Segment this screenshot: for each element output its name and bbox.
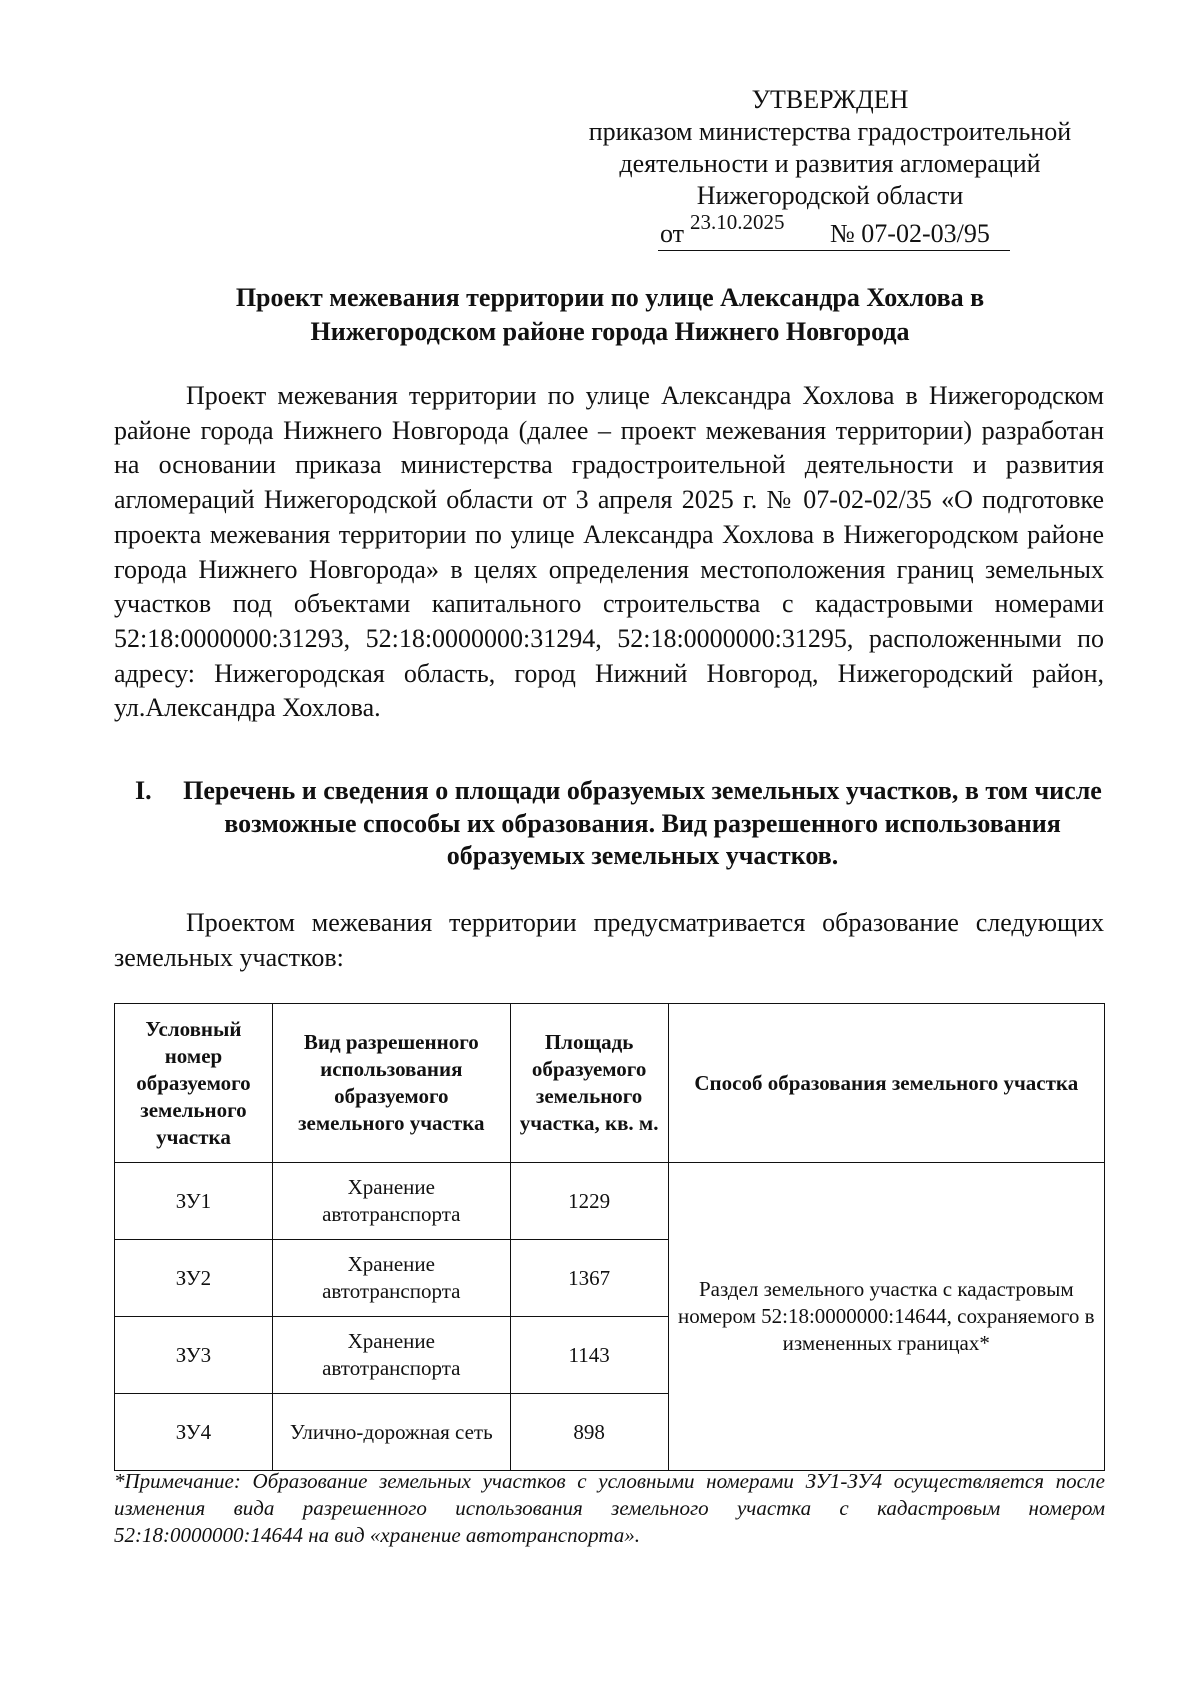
plots-intro-paragraph: Проектом межевания территории предусматривается образование следующих земельных участков: xyxy=(114,908,1104,972)
section-heading-text: Перечень и сведения о площади образуемых земельных участков, в том числе возможные способы их образования. Вид разрешенного использования образуемых земельных участков. xyxy=(183,776,1102,870)
cell-plot-number: ЗУ4 xyxy=(115,1394,273,1471)
cell-plot-number: ЗУ2 xyxy=(115,1240,273,1317)
approval-number: № 07-02-03/95 xyxy=(830,219,990,248)
section-heading xyxy=(135,775,1105,873)
table-note: *Примечание: Образование земельных участков с условными номерами ЗУ1-ЗУ4 осуществляется после изменения вида разрешенного использования земельного участка с кадастровым номером 52:18:0000000:14644 на вид «хранение автотранспорта». xyxy=(114,1469,1105,1547)
approval-underline xyxy=(658,250,1010,251)
approval-from-label: от xyxy=(660,219,685,248)
document-title-line-2: Нижегородском районе города Нижнего Новгорода xyxy=(310,317,910,346)
cell-area: 898 xyxy=(510,1394,668,1471)
approval-date-line xyxy=(560,212,1100,248)
cell-area: 1229 xyxy=(510,1163,668,1240)
cell-plot-number: ЗУ1 xyxy=(115,1163,273,1240)
approval-date: 23.10.2025 xyxy=(690,210,785,234)
section-number: I. xyxy=(135,776,152,805)
table-row xyxy=(115,1163,1105,1240)
approval-stamp: УТВЕРЖДЕН xyxy=(751,85,909,114)
table-header-row xyxy=(115,1004,1105,1163)
header-permitted-use: Вид разрешенного использования образуемого земельного участка xyxy=(272,1004,510,1163)
approval-line-3: Нижегородской области xyxy=(696,181,964,210)
cell-permitted-use: Улично-дорожная сеть xyxy=(272,1394,510,1471)
approval-line-1: приказом министерства градостроительной xyxy=(588,117,1072,146)
approval-block xyxy=(560,84,1100,248)
document-title xyxy=(110,281,1110,349)
cell-plot-number: ЗУ3 xyxy=(115,1317,273,1394)
cell-permitted-use: Хранение автотранспорта xyxy=(272,1163,510,1240)
header-plot-number: Условный номер образуемого земельного участка xyxy=(115,1004,273,1163)
cell-formation-method: Раздел земельного участка с кадастровым номером 52:18:0000000:14644, сохраняемого в измененных границах* xyxy=(668,1163,1104,1471)
header-formation-method: Способ образования земельного участка xyxy=(668,1004,1104,1163)
cell-permitted-use: Хранение автотранспорта xyxy=(272,1317,510,1394)
intro-paragraph: Проект межевания территории по улице Александра Хохлова в Нижегородском районе города Нижнего Новгорода (далее – проект межевания территории) разработан на основании приказа министерства градостроительной деятельности и развития агломераций Нижегородской области от 3 апреля 2025 г. № 07-02-02/35 «О подготовке проекта межевания территории по улице Александра Хохлова в Нижегородском районе города Нижнего Новгорода» в целях определения местоположения границ земельных участков под объектами капитального строительства с кадастровыми номерами 52:18:0000000:31293, 52:18:0000000:31294, 52:18:0000000:31295, расположенными по адресу: Нижегородская область, город Нижний Новгород, Нижегородский район, ул.Александра Хохлова. xyxy=(114,381,1104,723)
approval-line-2: деятельности и развития агломераций xyxy=(619,149,1041,178)
header-area: Площадь образуемого земельного участка, кв. м. xyxy=(510,1004,668,1163)
document-title-line-1: Проект межевания территории по улице Александра Хохлова в xyxy=(235,283,985,312)
cell-permitted-use: Хранение автотранспорта xyxy=(272,1240,510,1317)
cell-area: 1143 xyxy=(510,1317,668,1394)
land-plots-table xyxy=(114,1003,1105,1471)
cell-area: 1367 xyxy=(510,1240,668,1317)
